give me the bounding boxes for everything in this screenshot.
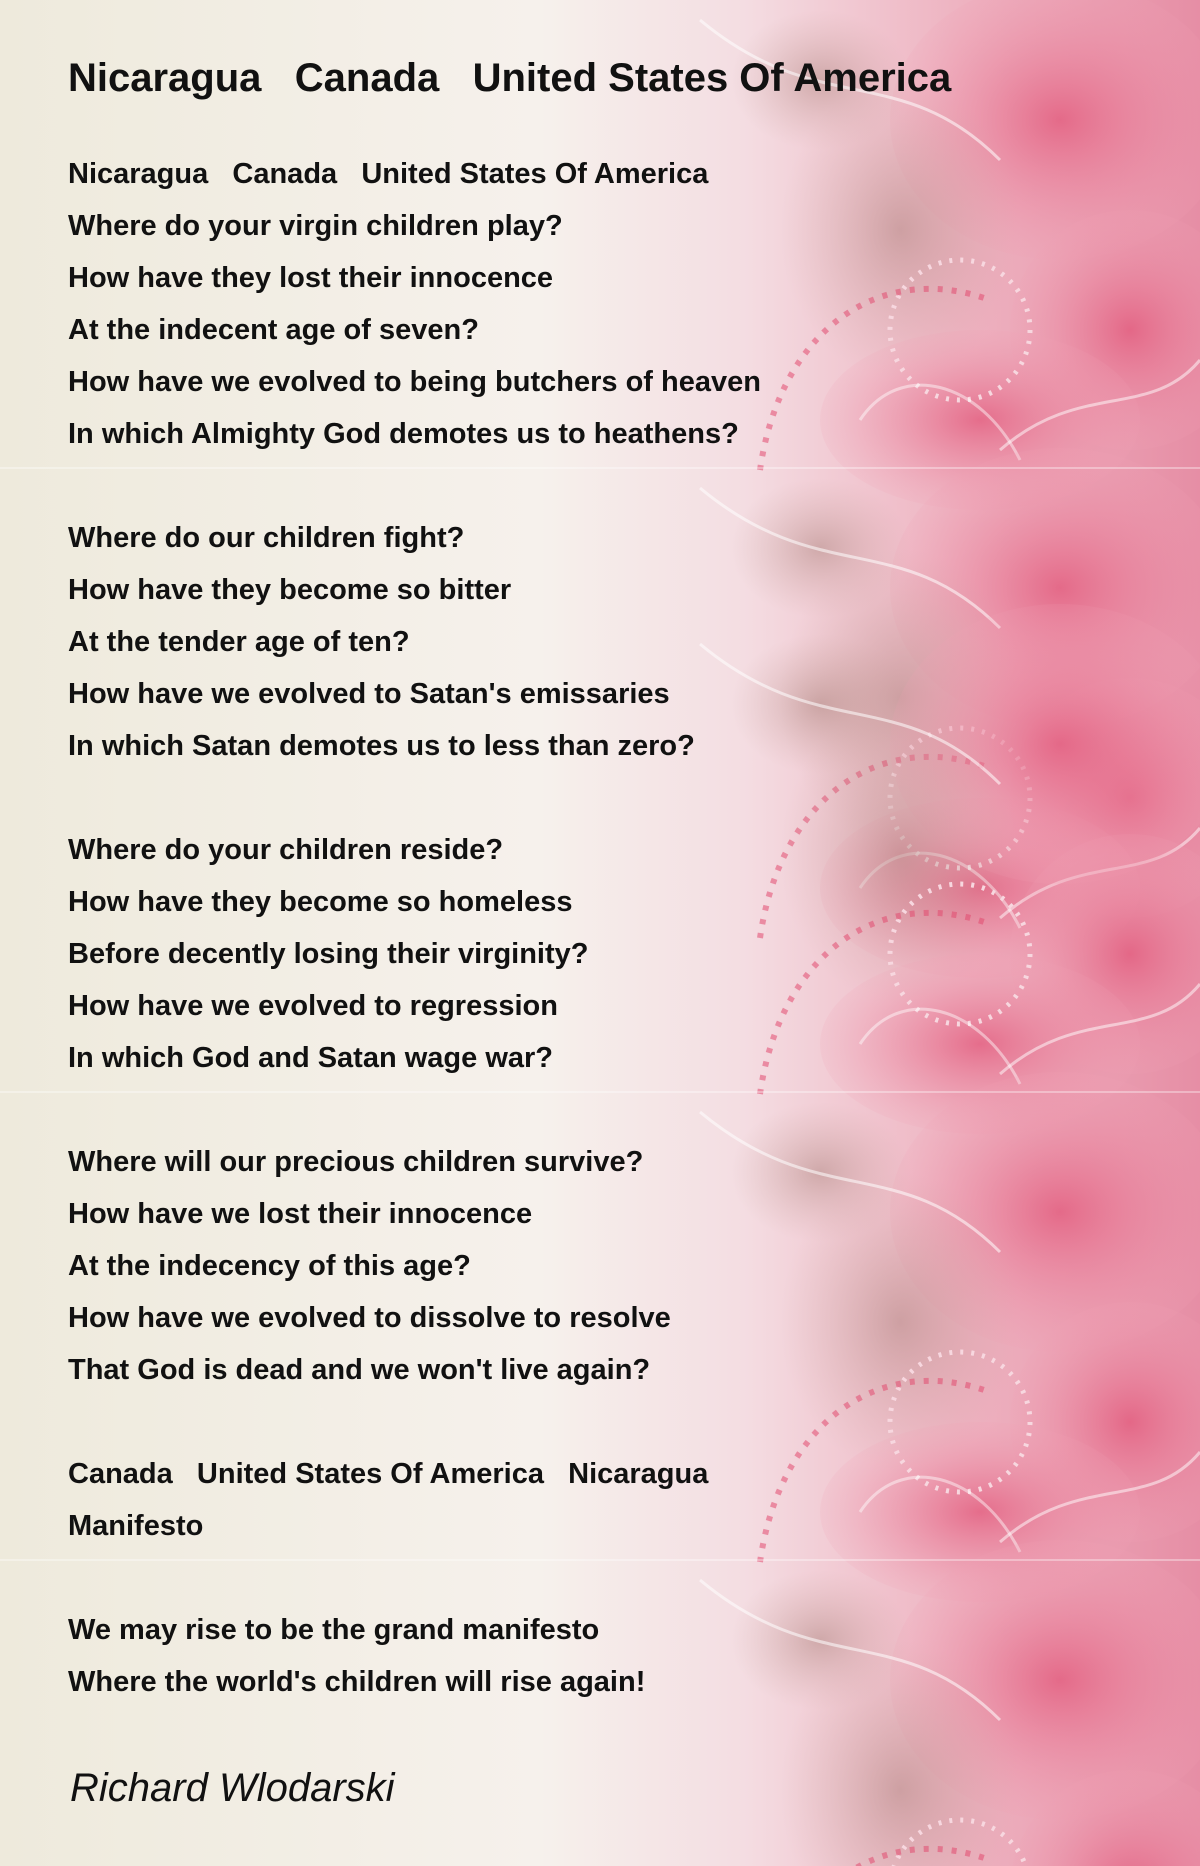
poem-line: Where will our precious children survive?: [68, 1146, 644, 1178]
stanza-break: [68, 1552, 761, 1604]
poem-line: At the indecent age of seven?: [68, 314, 479, 346]
poem-line: Nicaragua Canada United States Of America: [68, 158, 709, 190]
poem-line: How have we lost their innocence: [68, 1198, 533, 1230]
poem-line: That God is dead and we won't live again?: [68, 1354, 651, 1386]
stanza-break: [68, 772, 761, 824]
poem-line: At the tender age of ten?: [68, 626, 410, 658]
poem-body: [68, 148, 761, 1708]
poem-line: Where the world's children will rise again!: [68, 1666, 646, 1698]
poem-line: Manifesto: [68, 1510, 204, 1542]
poem-line: In which Almighty God demotes us to heathens?: [68, 418, 739, 450]
poem-line: How have they lost their innocence: [68, 262, 554, 294]
author-name: Richard Wlodarski: [70, 1766, 395, 1810]
poem-title: Nicaragua Canada United States Of America: [68, 56, 952, 100]
poem-line: How have they become so homeless: [68, 886, 573, 918]
stanza-break: [68, 1396, 761, 1448]
poem-line: At the indecency of this age?: [68, 1250, 471, 1282]
poem-line: Where do your virgin children play?: [68, 210, 563, 242]
poem-line: How have we evolved to regression: [68, 990, 558, 1022]
poem-line: How have we evolved to being butchers of heaven: [68, 366, 761, 398]
poem-line: Canada United States Of America Nicaragua: [68, 1458, 709, 1490]
stanza-break: [68, 1084, 761, 1136]
poem-line: Where do our children fight?: [68, 522, 465, 554]
poem-line: Where do your children reside?: [68, 834, 504, 866]
stanza-break: [68, 460, 761, 512]
poem-line: How have we evolved to dissolve to resolve: [68, 1302, 671, 1334]
poem-line: Before decently losing their virginity?: [68, 938, 589, 970]
poem-line: How have we evolved to Satan's emissaries: [68, 678, 670, 710]
poem-line: In which God and Satan wage war?: [68, 1042, 554, 1074]
poem-line: How have they become so bitter: [68, 574, 512, 606]
poem-line: In which Satan demotes us to less than zero?: [68, 730, 695, 762]
poem-line: We may rise to be the grand manifesto: [68, 1614, 600, 1646]
